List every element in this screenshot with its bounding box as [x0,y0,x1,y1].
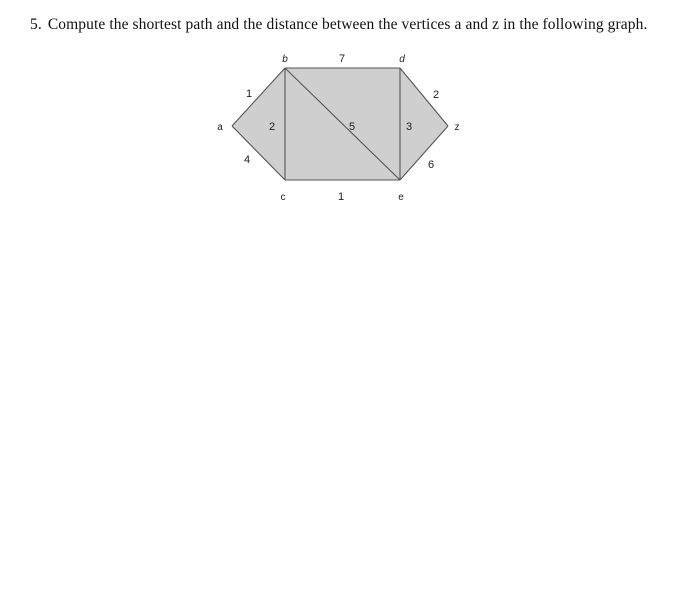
weight-label-b-e: 5 [348,121,356,133]
vertex-label-b: b [282,54,288,65]
weight-label-c-e: 1 [337,191,345,203]
weight-label-b-c: 2 [268,121,276,133]
vertex-label-d: d [399,54,405,65]
question-number: 5. [30,16,42,33]
weight-label-e-z: 6 [427,159,435,171]
vertex-label-e: e [398,192,404,203]
question-prompt: Compute the shortest path and the distance between the vertices a and z in the following graph. [47,16,648,33]
weight-label-a-b: 1 [245,88,253,100]
weight-label-a-c: 4 [243,154,251,166]
weight-label-d-e: 3 [405,121,413,133]
weight-label-b-d: 7 [338,53,346,65]
weight-label-d-z: 2 [432,89,440,101]
vertex-label-a: a [217,122,223,133]
vertex-label-c: c [280,192,286,203]
vertex-label-z: z [454,122,460,133]
